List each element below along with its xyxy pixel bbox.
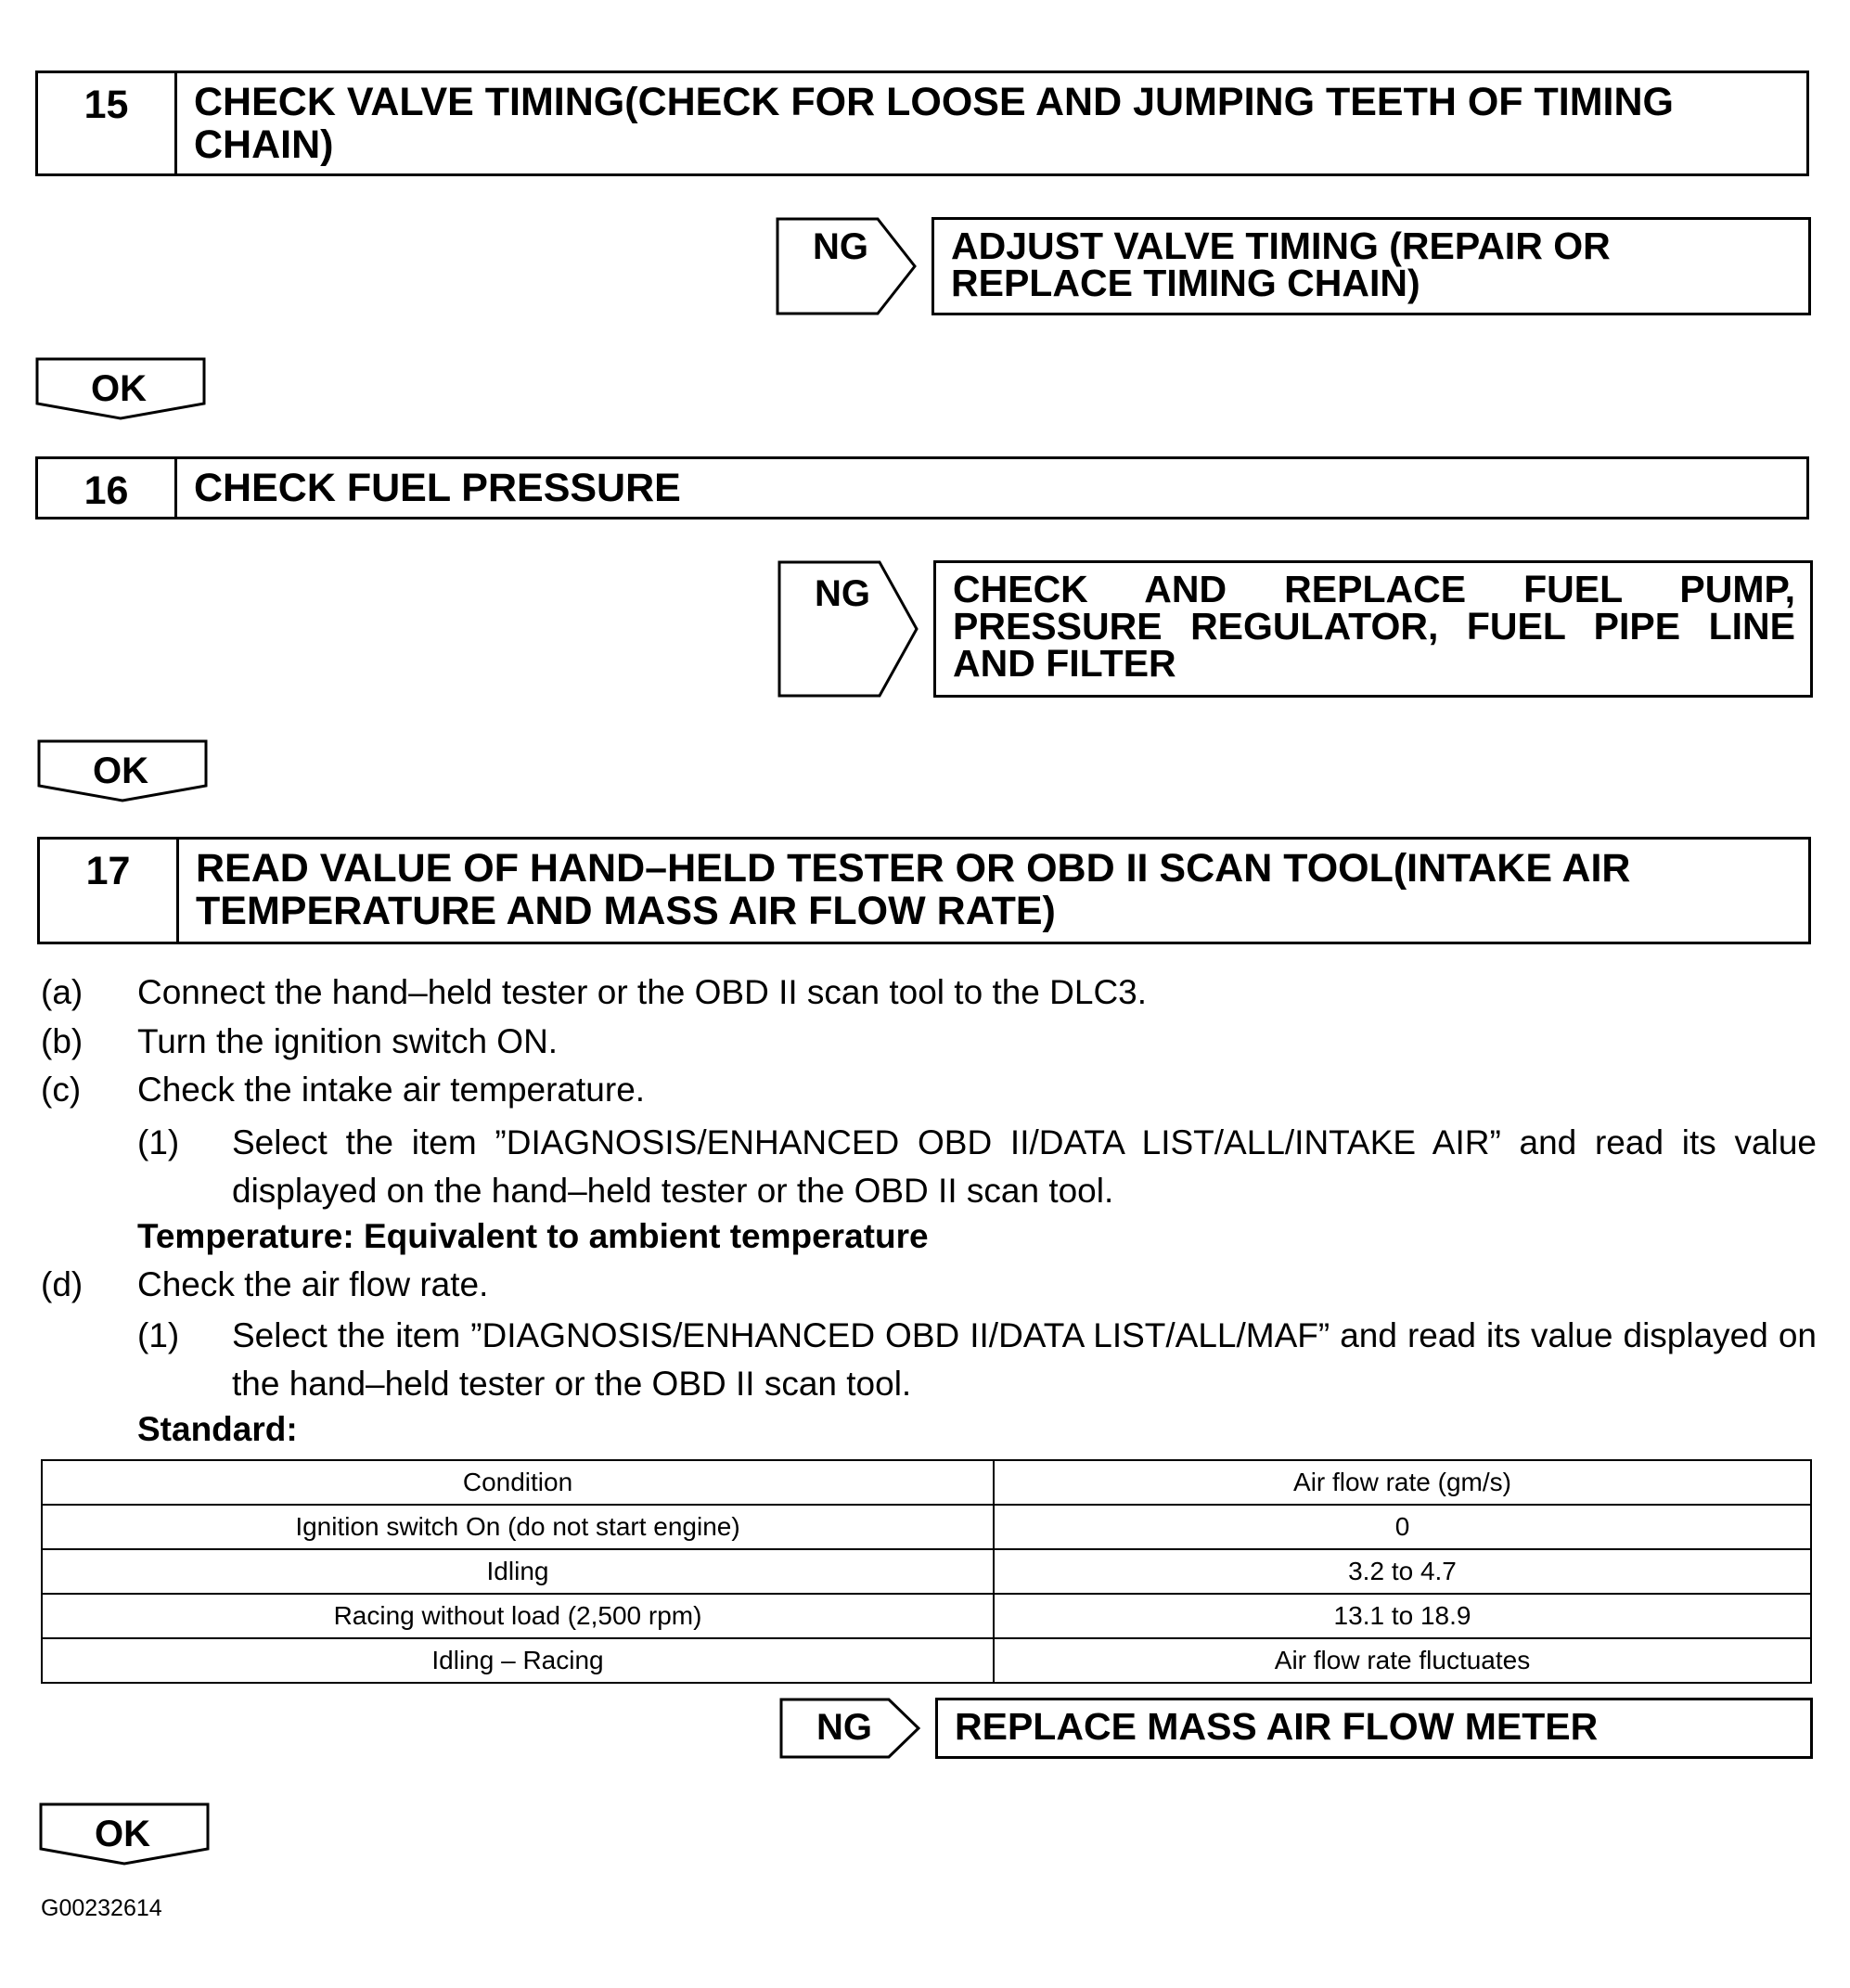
step-number: 16 — [38, 459, 177, 517]
ok-label: OK — [95, 1814, 150, 1854]
table-cell: 0 — [994, 1505, 1811, 1549]
ng-action-text: CHECK AND REPLACE FUEL PUMP, PRESSURE REGULATOR, FUEL PIPE LINE AND FILTER — [953, 568, 1795, 685]
step-number: 17 — [40, 840, 179, 942]
step-number: 15 — [38, 73, 177, 173]
instruction-marker: (1) — [137, 1316, 180, 1354]
table-header-cell: Air flow rate (gm/s) — [994, 1460, 1811, 1505]
table-row — [42, 1594, 1811, 1638]
table-cell: Racing without load (2,500 rpm) — [42, 1594, 994, 1638]
instruction-text: Connect the hand–held tester or the OBD II scan tool to the DLC3. — [137, 973, 1148, 1011]
step-15-header — [35, 71, 1809, 176]
ng-label: NG — [813, 226, 868, 267]
table-row — [42, 1505, 1811, 1549]
table-cell: Ignition switch On (do not start engine) — [42, 1505, 994, 1549]
instruction-marker: (a) — [41, 973, 84, 1011]
figure-id: G00232614 — [41, 1895, 162, 1921]
instruction-marker: (b) — [41, 1022, 84, 1060]
table-row — [42, 1549, 1811, 1594]
step-title: READ VALUE OF HAND–HELD TESTER OR OBD II SCAN TOOL(INTAKE AIR TEMPERATURE AND MASS AIR FLOW RATE) — [196, 846, 1631, 933]
step-17-header — [37, 837, 1811, 944]
table-cell: 3.2 to 4.7 — [994, 1549, 1811, 1594]
table-cell: Idling — [42, 1549, 994, 1594]
ok-flag-16 — [37, 739, 208, 802]
ng-label: NG — [816, 1707, 872, 1748]
standard-label: Standard: — [137, 1410, 298, 1448]
table-cell: Air flow rate fluctuates — [994, 1638, 1811, 1683]
instruction-marker: (d) — [41, 1265, 84, 1303]
ok-flag-15 — [35, 357, 206, 420]
step-title: CHECK FUEL PRESSURE — [194, 466, 681, 510]
standard-table — [41, 1459, 1812, 1684]
table-cell: 13.1 to 18.9 — [994, 1594, 1811, 1638]
temperature-spec: Temperature: Equivalent to ambient temperature — [137, 1217, 929, 1255]
instruction-c-1 — [137, 1119, 1817, 1215]
ng-action-16 — [933, 560, 1813, 698]
ng-label: NG — [815, 573, 870, 614]
ng-arrow-17 — [779, 1698, 928, 1759]
table-header-cell: Condition — [42, 1460, 994, 1505]
instruction-text: Check the intake air temperature. — [137, 1071, 646, 1109]
instruction-text: Select the item ”DIAGNOSIS/ENHANCED OBD II/DATA LIST/ALL/INTAKE AIR” and read its value displayed on the hand–held tester or the OBD II scan tool. — [232, 1123, 1817, 1210]
instruction-d-1 — [137, 1312, 1817, 1408]
table-row — [42, 1638, 1811, 1683]
step-title: CHECK VALVE TIMING(CHECK FOR LOOSE AND JUMPING TEETH OF TIMING CHAIN) — [194, 80, 1674, 167]
ok-label: OK — [91, 368, 147, 409]
instruction-marker: (1) — [137, 1123, 180, 1161]
step-16-header — [35, 456, 1809, 519]
ng-action-text: REPLACE MASS AIR FLOW METER — [955, 1705, 1599, 1748]
ng-arrow-16 — [777, 560, 926, 698]
ng-arrow-15 — [776, 217, 924, 315]
ok-flag-17 — [39, 1802, 210, 1866]
table-header-row — [42, 1460, 1811, 1505]
instruction-text: Turn the ignition switch ON. — [137, 1022, 559, 1060]
instruction-text: Select the item ”DIAGNOSIS/ENHANCED OBD II/DATA LIST/ALL/MAF” and read its value displayed on the hand–held tester or the OBD II scan tool. — [232, 1316, 1817, 1403]
instruction-marker: (c) — [41, 1071, 82, 1109]
instruction-text: Check the air flow rate. — [137, 1265, 489, 1303]
ng-action-text: ADJUST VALVE TIMING (REPAIR OR REPLACE TIMING CHAIN) — [951, 224, 1611, 304]
ng-action-17 — [935, 1698, 1813, 1759]
table-cell: Idling – Racing — [42, 1638, 994, 1683]
ok-label: OK — [93, 750, 148, 791]
ng-action-15 — [931, 217, 1811, 315]
